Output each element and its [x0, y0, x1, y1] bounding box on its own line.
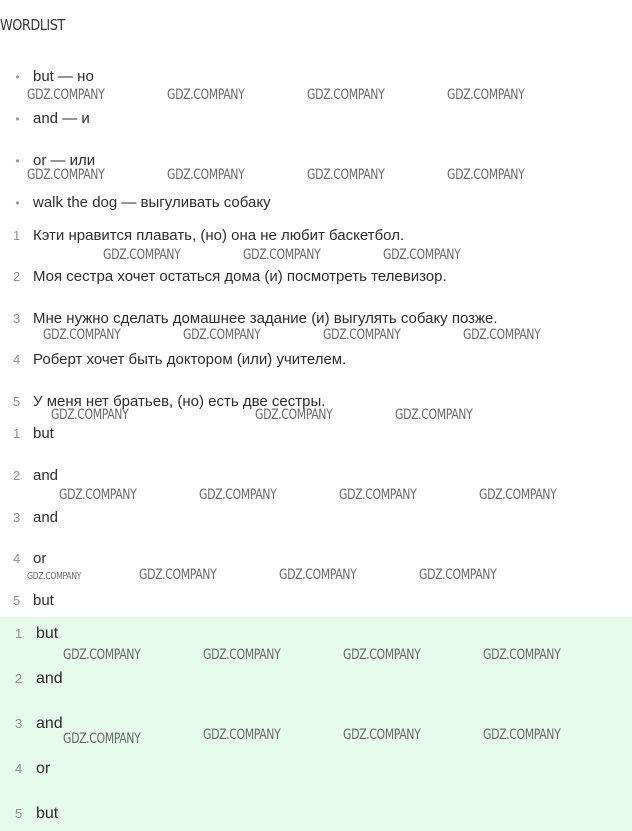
watermark: GDZ.COMPANY	[447, 87, 525, 103]
watermark: GDZ.COMPANY	[307, 167, 385, 183]
page-title: WORDLIST	[0, 16, 65, 34]
answer-text: or	[36, 760, 51, 777]
watermark: GDZ.COMPANY	[483, 727, 561, 743]
watermark: GDZ.COMPANY	[419, 567, 497, 583]
watermark: GDZ.COMPANY	[383, 247, 461, 263]
sentence-text: Мне нужно сделать домашнее задание (и) выгулять собаку позже.	[33, 310, 498, 327]
wordlist-item-text: and — и	[33, 110, 90, 127]
sentence-number: 3	[13, 311, 21, 326]
watermark: GDZ.COMPANY	[463, 327, 541, 343]
answer-text: and	[33, 467, 59, 484]
answer-number: 2	[15, 671, 23, 686]
answer-number: 4	[15, 761, 23, 776]
sentence-text: У меня нет братьев, (но) есть две сестры.	[33, 393, 326, 410]
watermark: GDZ.COMPANY	[483, 647, 561, 663]
answer-text: but	[33, 425, 54, 442]
watermark: GDZ.COMPANY	[51, 407, 129, 423]
watermark: GDZ.COMPANY	[339, 487, 417, 503]
watermark: GDZ.COMPANY	[343, 647, 421, 663]
watermark: GDZ.COMPANY	[43, 327, 121, 343]
answer-text: but	[33, 592, 54, 609]
watermark: GDZ.COMPANY	[307, 87, 385, 103]
answer-number: 1	[13, 426, 21, 441]
watermark: GDZ.COMPANY	[447, 167, 525, 183]
answer-number: 4	[13, 551, 21, 566]
answer-number: 3	[15, 716, 23, 731]
bullet-icon: •	[15, 112, 20, 126]
answer-number: 5	[15, 806, 23, 821]
sentence-number: 4	[13, 352, 21, 367]
watermark: GDZ.COMPANY	[103, 247, 181, 263]
watermark: GDZ.COMPANY	[343, 727, 421, 743]
answer-text: and	[36, 670, 63, 687]
watermark: GDZ.COMPANY	[167, 167, 245, 183]
watermark: GDZ.COMPANY	[243, 247, 321, 263]
watermark: GDZ.COMPANY	[139, 567, 217, 583]
watermark: GDZ.COMPANY	[63, 647, 141, 663]
sentence-text: Кэти нравится плавать, (но) она не любит баскетбол.	[33, 227, 405, 244]
answer-text: and	[33, 509, 59, 526]
bullet-icon: •	[15, 154, 20, 168]
watermark: GDZ.COMPANY	[27, 571, 82, 582]
watermark: GDZ.COMPANY	[59, 487, 137, 503]
sentence-text: Роберт хочет быть доктором (или) учителем.	[33, 351, 347, 368]
sentence-text: Моя сестра хочет остаться дома (и) посмотреть телевизор.	[33, 268, 447, 285]
wordlist-item-text: walk the dog — выгуливать собаку	[33, 194, 271, 211]
watermark: GDZ.COMPANY	[203, 647, 281, 663]
answer-number: 2	[13, 468, 21, 483]
watermark: GDZ.COMPANY	[63, 731, 141, 747]
watermark: GDZ.COMPANY	[199, 487, 277, 503]
watermark: GDZ.COMPANY	[255, 407, 333, 423]
answer-text: but	[36, 625, 59, 642]
sentence-number: 2	[13, 269, 21, 284]
watermark: GDZ.COMPANY	[395, 407, 473, 423]
watermark: GDZ.COMPANY	[183, 327, 261, 343]
bullet-icon: •	[15, 70, 20, 84]
watermark: GDZ.COMPANY	[279, 567, 357, 583]
answer-text: but	[36, 805, 59, 822]
wordlist-item-text: but — но	[33, 68, 94, 85]
answer-number: 1	[15, 626, 23, 641]
watermark: GDZ.COMPANY	[323, 327, 401, 343]
wordlist-item-text: or — или	[33, 152, 96, 169]
sentence-number: 5	[13, 394, 21, 409]
watermark: GDZ.COMPANY	[167, 87, 245, 103]
watermark: GDZ.COMPANY	[27, 87, 105, 103]
watermark: GDZ.COMPANY	[479, 487, 557, 503]
bullet-icon: •	[15, 196, 20, 210]
answer-number: 5	[13, 593, 21, 608]
answer-text: and	[36, 715, 63, 732]
answer-number: 3	[13, 510, 21, 525]
watermark: GDZ.COMPANY	[27, 167, 105, 183]
watermark: GDZ.COMPANY	[203, 727, 281, 743]
sentence-number: 1	[13, 228, 21, 243]
answer-text: or	[33, 550, 47, 567]
